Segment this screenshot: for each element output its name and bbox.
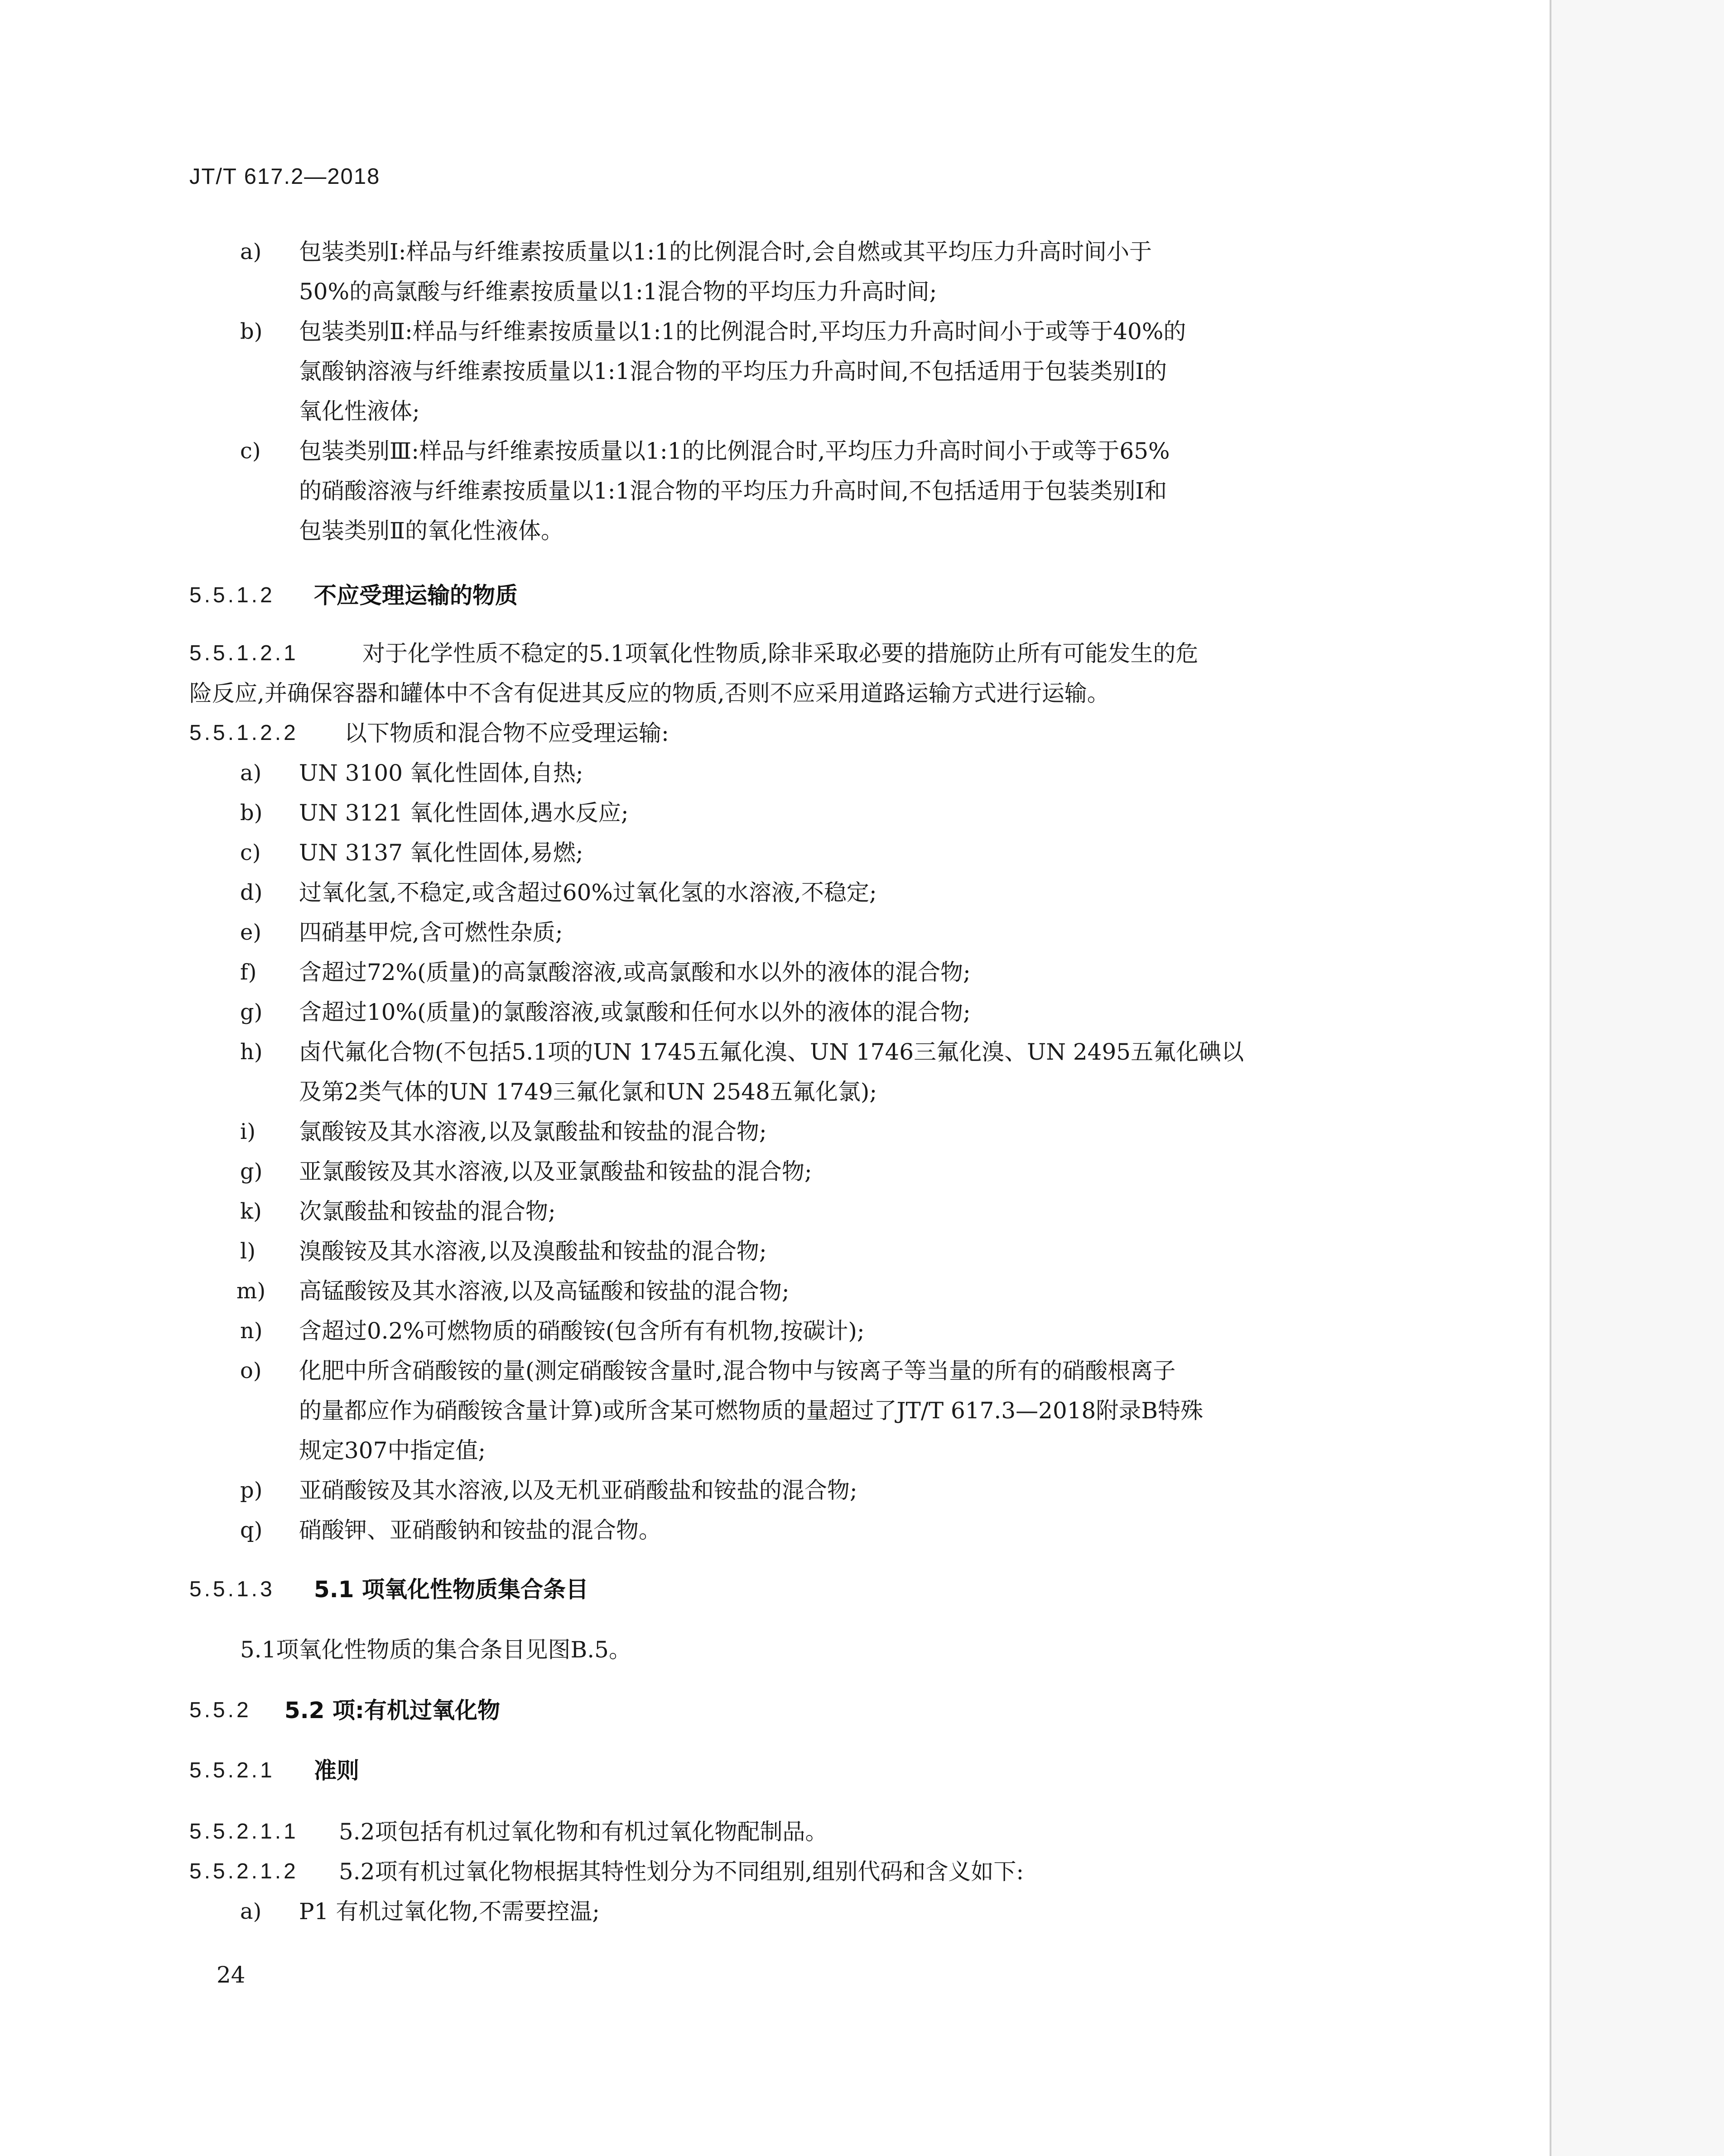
page-margin-strip — [1550, 0, 1724, 2156]
document-code-header: JT/T 617.2—2018 — [189, 164, 380, 189]
list-item-label: d) — [240, 880, 263, 905]
list-item-text: UN 3100 氧化性固体,自热; — [299, 760, 583, 786]
list-item-text: 四硝基甲烷,含可燃性杂质; — [299, 919, 563, 946]
list-item-text: 规定307中指定值; — [299, 1437, 486, 1464]
list-item-label: m) — [236, 1278, 266, 1304]
list-item-text: 亚氯酸铵及其水溶液,以及亚氯酸盐和铵盐的混合物; — [299, 1158, 812, 1185]
list-item-text: P1 有机过氧化物,不需要控温; — [299, 1898, 600, 1925]
list-item-label: e) — [240, 920, 262, 945]
list-item-label: q) — [240, 1517, 263, 1543]
list-item-text: 50%的高氯酸与纤维素按质量以1:1混合物的平均压力升高时间; — [299, 279, 937, 305]
section-title: 5.2 项:有机过氧化物 — [284, 1697, 500, 1724]
section-title: 不应受理运输的物质 — [314, 582, 518, 609]
list-item-label: n) — [240, 1318, 263, 1344]
clause-number: 5.5.2.1.1 — [189, 1820, 299, 1844]
list-item-label: k) — [240, 1199, 262, 1224]
list-item-label: c) — [240, 438, 261, 464]
list-item-text: 卤代氟化合物(不包括5.1项的UN 1745五氟化溴、UN 1746三氟化溴、UN 2495五氟化碘以 — [299, 1039, 1244, 1065]
list-item-label: a) — [240, 1899, 262, 1924]
list-item-label: p) — [240, 1478, 263, 1503]
list-item-label: l) — [240, 1239, 256, 1264]
list-item-label: h) — [240, 1039, 263, 1065]
list-item-text: 过氧化氢,不稳定,或含超过60%过氧化氢的水溶液,不稳定; — [299, 879, 877, 906]
section-number: 5.5.2.1 — [189, 1758, 275, 1782]
section-number: 5.5.1.3 — [189, 1577, 275, 1601]
clause-text: 险反应,并确保容器和罐体中不含有促进其反应的物质,否则不应采用道路运输方式进行运输。 — [189, 680, 1110, 706]
list-item-text: 含超过10%(质量)的氯酸溶液,或氯酸和任何水以外的液体的混合物; — [299, 999, 971, 1025]
clause-text: 5.2项包括有机过氧化物和有机过氧化物配制品。 — [339, 1819, 828, 1845]
clause-number: 5.5.1.2.1 — [189, 641, 299, 665]
list-item-text: 氧化性液体; — [299, 398, 420, 424]
list-item-text: UN 3137 氧化性固体,易燃; — [299, 840, 583, 866]
list-item-text: 亚硝酸铵及其水溶液,以及无机亚硝酸盐和铵盐的混合物; — [299, 1477, 857, 1503]
list-item-label: b) — [240, 319, 263, 344]
list-item-label: o) — [240, 1358, 262, 1383]
list-item-text: 包装类别Ⅲ:样品与纤维素按质量以1:1的比例混合时,平均压力升高时间小于或等于65% — [299, 438, 1170, 464]
section-number: 5.5.2 — [189, 1698, 251, 1722]
list-item-text: 及第2类气体的UN 1749三氟化氯和UN 2548五氟化氯); — [299, 1079, 877, 1105]
clause-text: 以下物质和混合物不应受理运输: — [344, 720, 669, 746]
list-item-text: 含超过0.2%可燃物质的硝酸铵(包含所有有机物,按碳计); — [299, 1318, 865, 1344]
page-number: 24 — [217, 1962, 246, 1988]
list-item-text: 含超过72%(质量)的高氯酸溶液,或高氯酸和水以外的液体的混合物; — [299, 959, 971, 985]
list-item-text: 硝酸钾、亚硝酸钠和铵盐的混合物。 — [299, 1517, 661, 1543]
list-item-text: 氯酸铵及其水溶液,以及氯酸盐和铵盐的混合物; — [299, 1119, 767, 1145]
list-item-label: i) — [240, 1119, 256, 1144]
list-item-label: f) — [240, 960, 257, 985]
body-text: 5.1项氧化性物质的集合条目见图B.5。 — [240, 1637, 631, 1663]
list-item-text: 高锰酸铵及其水溶液,以及高锰酸和铵盐的混合物; — [299, 1278, 790, 1304]
list-item-label: c) — [240, 840, 261, 865]
clause-text: 5.2项有机过氧化物根据其特性划分为不同组别,组别代码和含义如下: — [339, 1858, 1024, 1885]
list-item-text: 包装类别Ⅰ:样品与纤维素按质量以1:1的比例混合时,会自燃或其平均压力升高时间小于 — [299, 239, 1152, 265]
clause-number: 5.5.1.2.2 — [189, 721, 299, 745]
list-item-text: UN 3121 氧化性固体,遇水反应; — [299, 800, 629, 826]
list-item-text: 的硝酸溶液与纤维素按质量以1:1混合物的平均压力升高时间,不包括适用于包装类别Ⅰ和 — [299, 478, 1167, 504]
section-title: 准则 — [314, 1757, 359, 1784]
clause-text: 对于化学性质不稳定的5.1项氧化性物质,除非采取必要的措施防止所有可能发生的危 — [362, 640, 1199, 667]
list-item-text: 氯酸钠溶液与纤维素按质量以1:1混合物的平均压力升高时间,不包括适用于包装类别Ⅰ的 — [299, 358, 1167, 384]
list-item-label: a) — [240, 760, 262, 786]
list-item-text: 包装类别Ⅱ的氧化性液体。 — [299, 518, 563, 544]
list-item-text: 溴酸铵及其水溶液,以及溴酸盐和铵盐的混合物; — [299, 1238, 767, 1264]
list-item-text: 次氯酸盐和铵盐的混合物; — [299, 1198, 556, 1224]
list-item-label: a) — [240, 239, 262, 264]
list-item-label: g) — [240, 1159, 263, 1184]
list-item-label: b) — [240, 800, 263, 826]
list-item-label: g) — [240, 999, 263, 1025]
section-number: 5.5.1.2 — [189, 583, 275, 607]
list-item-text: 包装类别Ⅱ:样品与纤维素按质量以1:1的比例混合时,平均压力升高时间小于或等于40%的 — [299, 318, 1186, 345]
list-item-text: 化肥中所含硝酸铵的量(测定硝酸铵含量时,混合物中与铵离子等当量的所有的硝酸根离子 — [299, 1358, 1176, 1384]
clause-number: 5.5.2.1.2 — [189, 1859, 299, 1883]
section-title: 5.1 项氧化性物质集合条目 — [314, 1576, 588, 1603]
list-item-text: 的量都应作为硝酸铵含量计算)或所含某可燃物质的量超过了JT/T 617.3—2018附录B特殊 — [299, 1397, 1204, 1424]
